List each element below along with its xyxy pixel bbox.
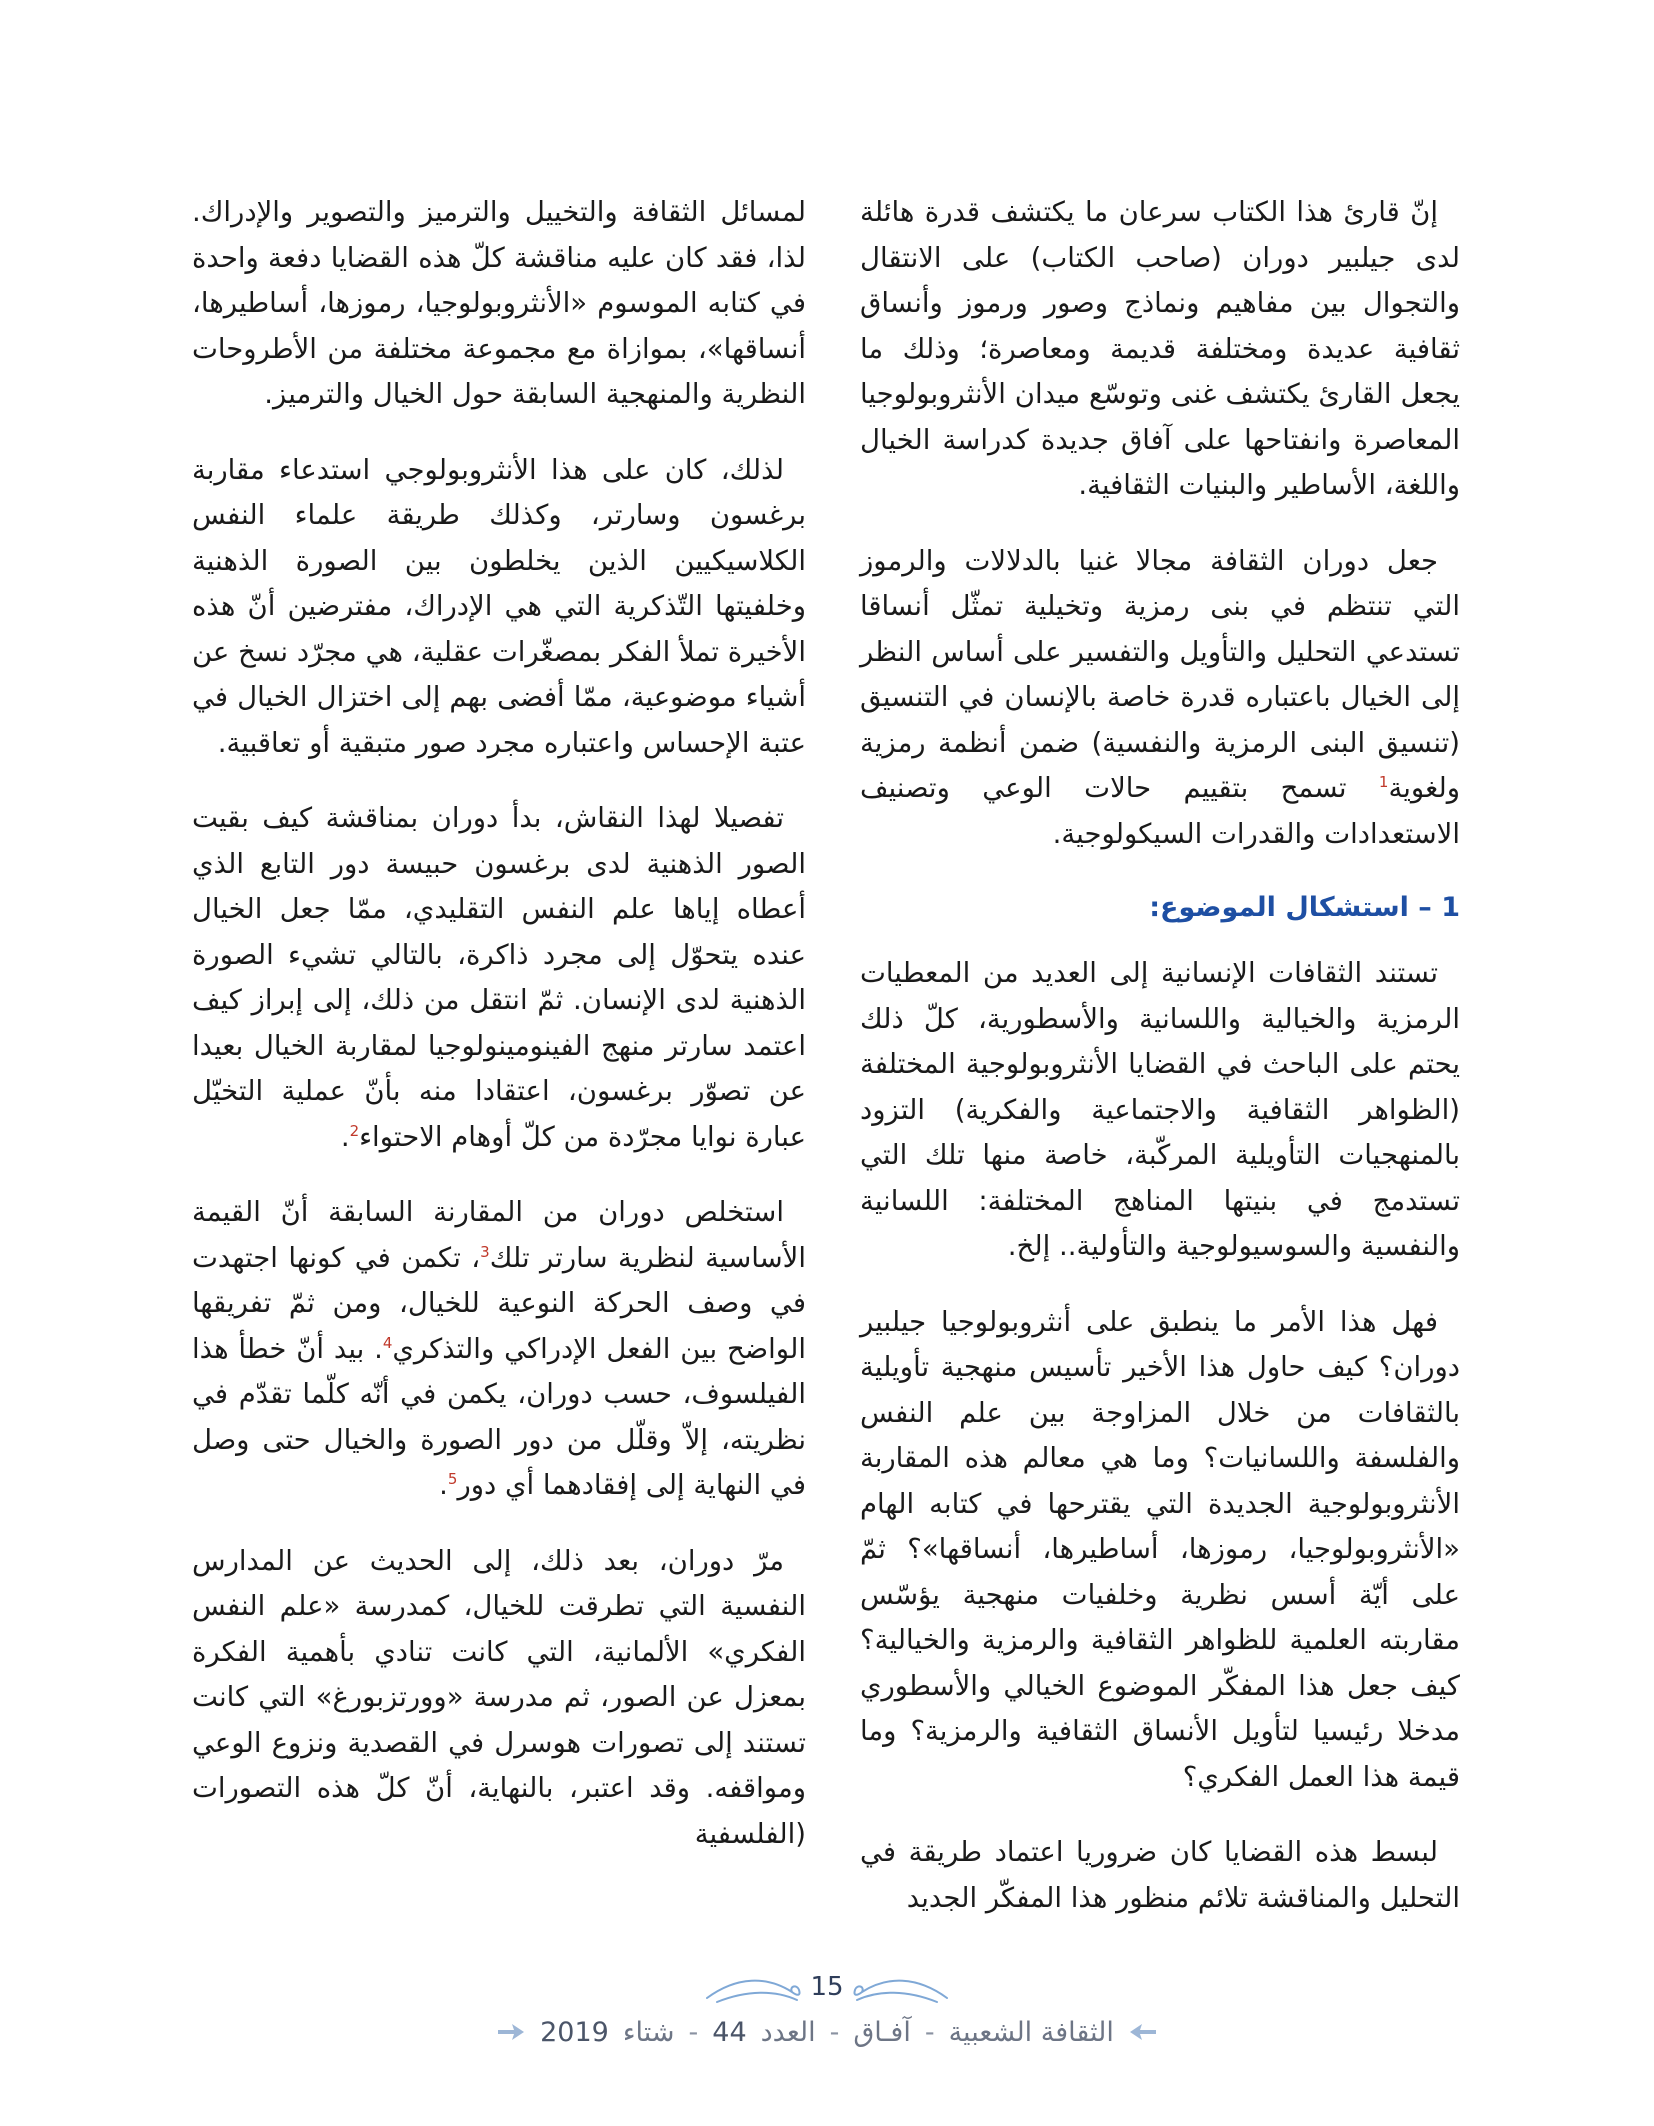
left-column	[192, 190, 806, 1887]
season: شتاء	[622, 2016, 675, 2048]
journal-footer-line	[480, 2012, 1174, 2052]
paragraph	[192, 796, 806, 1160]
section-heading	[860, 887, 1460, 929]
paragraph-text: جعل دوران الثقافة مجالا غنيا بالدلالات والرموز التي تنتظم في بنى رمزية وتخيلية تمثّل أنساقا تستدعي التحليل والتأويل والتفسير على أساس النظر إلى الخيال باعتباره قدرة خاصة بالإنسان في التنسيق (تنسيق البنى الرمزية والنفسية) ضمن أنظمة رمزية ولغوية	[860, 544, 1460, 804]
paragraph-text: استخلص دوران من المقارنة السابقة أنّ القيمة الأساسية لنظرية سارتر تلك	[192, 1196, 806, 1274]
page-footer	[0, 1972, 1654, 2062]
right-column	[860, 190, 1460, 1951]
journal-subtitle: آفـاق	[853, 2016, 911, 2048]
section-number: 1	[1441, 892, 1460, 923]
footer-separator: -	[829, 2016, 840, 2048]
paragraph: إنّ قارئ هذا الكتاب سرعان ما يكتشف قدرة هائلة لدى جيلبير دوران (صاحب الكتاب) على الانتقال والتجوال بين مفاهيم ونماذج وصور ورموز وأنساق ثقافية عديدة ومختلفة قديمة ومعاصرة؛ وذلك ما يجعل القارئ يكتشف غنى وتوسّع ميدان الأنثروبولوجيا المعاصرة وانفتاحها على آفاق جديدة كدراسة الخيال واللغة، الأساطير والبنيات الثقافية.	[860, 196, 1460, 501]
footnote-marker: 1	[1378, 772, 1389, 791]
paragraph: لمسائل الثقافة والتخييل والترميز والتصوير والإدراك. لذا، فقد كان عليه مناقشة كلّ هذه القضايا دفعة واحدة في كتابه الموسوم «الأنثروبولوجيا، رموزها، أساطيرها، أنساقها»، بموازاة مع مجموعة مختلفة من الأطروحات النظرية والمنهجية السابقة حول الخيال والترميز.	[192, 196, 806, 410]
paragraph	[192, 1190, 806, 1509]
footnote-marker: 3	[480, 1242, 490, 1261]
journal-name: الثقافة الشعبية	[948, 2016, 1114, 2048]
arrow-ornament-icon	[496, 2021, 526, 2043]
paragraph	[860, 539, 1460, 858]
paragraph-text: ، تكمن في كونها اجتهدت في وصف الحركة النوعية للخيال، ومن ثمّ تفريقها الواضح بين الفعل الإدراكي والتذكري	[192, 1241, 806, 1365]
footer-separator: -	[924, 2016, 935, 2048]
footer-separator: -	[688, 2016, 699, 2048]
paragraph-text: .	[340, 1120, 350, 1153]
year: 2019	[540, 2016, 609, 2048]
issue-label: العدد	[760, 2016, 816, 2048]
paragraph-text: تفصيلا لهذا النقاش، بدأ دوران بمناقشة كيف بقيت الصور الذهنية لدى برغسون حبيسة دور التابع الذي أعطاه إياها علم النفس التقليدي، ممّا جعل الخيال عنده يتحوّل إلى مجرد ذاكرة، بالتالي تشيء الصورة الذهنية لدى الإنسان. ثمّ انتقل من ذلك، إلى إبراز كيف اعتمد سارتر منهج الفينومينولوجيا لمقاربة الخيال بعيدا عن تصوّر برغسون، اعتقادا منه بأنّ عملية التخيّل عبارة نوايا مجرّدة من كلّ أوهام الاحتواء	[192, 802, 806, 1153]
section-title: – استشكال الموضوع:	[1149, 892, 1442, 923]
paragraph-text: تسمح بتقييم حالات الوعي وتصنيف الاستعدادات والقدرات السيكولوجية.	[860, 772, 1460, 850]
paragraph: مرّ دوران، بعد ذلك، إلى الحديث عن المدارس النفسية التي تطرقت للخيال، كمدرسة «علم النفس الفكري» الألمانية، التي كانت تنادي بأهمية الفكرة بمعزل عن الصور، ثم مدرسة «وورتزبورغ» التي كانت تستند إلى تصورات هوسرل في القصدية ونزوع الوعي ومواقفه. وقد اعتبر، بالنهاية، أنّ كلّ هذه التصورات (الفلسفية	[192, 1544, 806, 1850]
paragraph: لبسط هذه القضايا كان ضروريا اعتماد طريقة في التحليل والمناقشة تلائم منظور هذا المفكّر الجديد	[860, 1836, 1460, 1914]
page-number: 15	[810, 1972, 844, 2002]
paragraph-text: . بيد أنّ خطأ هذا الفيلسوف، حسب دوران، يكمن في أنّه كلّما تقدّم في نظريته، إلاّ وقلّل من دور الصورة والخيال حتى وصل في النهاية إلى إفقادهما أي دور	[192, 1332, 806, 1501]
paragraph: تستند الثقافات الإنسانية إلى العديد من المعطيات الرمزية والخيالية واللسانية والأسطورية، كلّ ذلك يحتم على الباحث في القضايا الأنثروبولوجية المختلفة (الظواهر الثقافية والاجتماعية والفكرية) التزود بالمنهجيات التأويلية المركّبة، خاصة منها تلك التي تستدمج في بنيتها المناهج المختلفة: اللسانية والنفسية والسوسيولوجية والتأولية.. إلخ.	[860, 957, 1460, 1262]
issue-number: 44	[712, 2016, 747, 2048]
footnote-marker: 5	[447, 1469, 458, 1488]
paragraph: فهل هذا الأمر ما ينطبق على أنثروبولوجيا جيلبير دوران؟ كيف حاول هذا الأخير تأسيس منهجية تأويلية بالثقافات من خلال المزاوجة بين علم النفس والفلسفة واللسانيات؟ وما هي معالم هذه المقاربة الأنثروبولوجية الجديدة التي يقترحها في كتابه الهام «الأنثروبولوجيا، رموزها، أساطيرها، أنساقها»؟ ثمّ على أيّة أسس نظرية وخلفيات منهجية يؤسّس مقاربته العلمية للظواهر الثقافية والرمزية والخيالية؟ كيف جعل هذا المفكّر الموضوع الخيالي والأسطوري مدخلا رئيسيا لتأويل الأنساق الثقافية والرمزية؟ وما قيمة هذا العمل الفكري؟	[860, 1305, 1460, 1793]
paragraph-text: .	[439, 1469, 448, 1501]
footnote-marker: 4	[382, 1333, 393, 1352]
arrow-ornament-icon	[1128, 2021, 1158, 2043]
footnote-marker: 2	[349, 1121, 360, 1140]
paragraph: لذلك، كان على هذا الأنثروبولوجي استدعاء مقاربة برغسون وسارتر، وكذلك طريقة علماء النفس الكلاسيكيين الذين يخلطون بين الصورة الذهنية وخلفيتها التّذكرية التي هي الإدراك، مفترضين أنّ هذه الأخيرة تملأ الفكر بمصغّرات عقلية، هي مجرّد نسخ عن أشياء موضوعية، ممّا أفضى بهم إلى اختزال الخيال في عتبة الإحساس واعتباره مجرد صور متبقية أو تعاقبية.	[192, 453, 806, 759]
